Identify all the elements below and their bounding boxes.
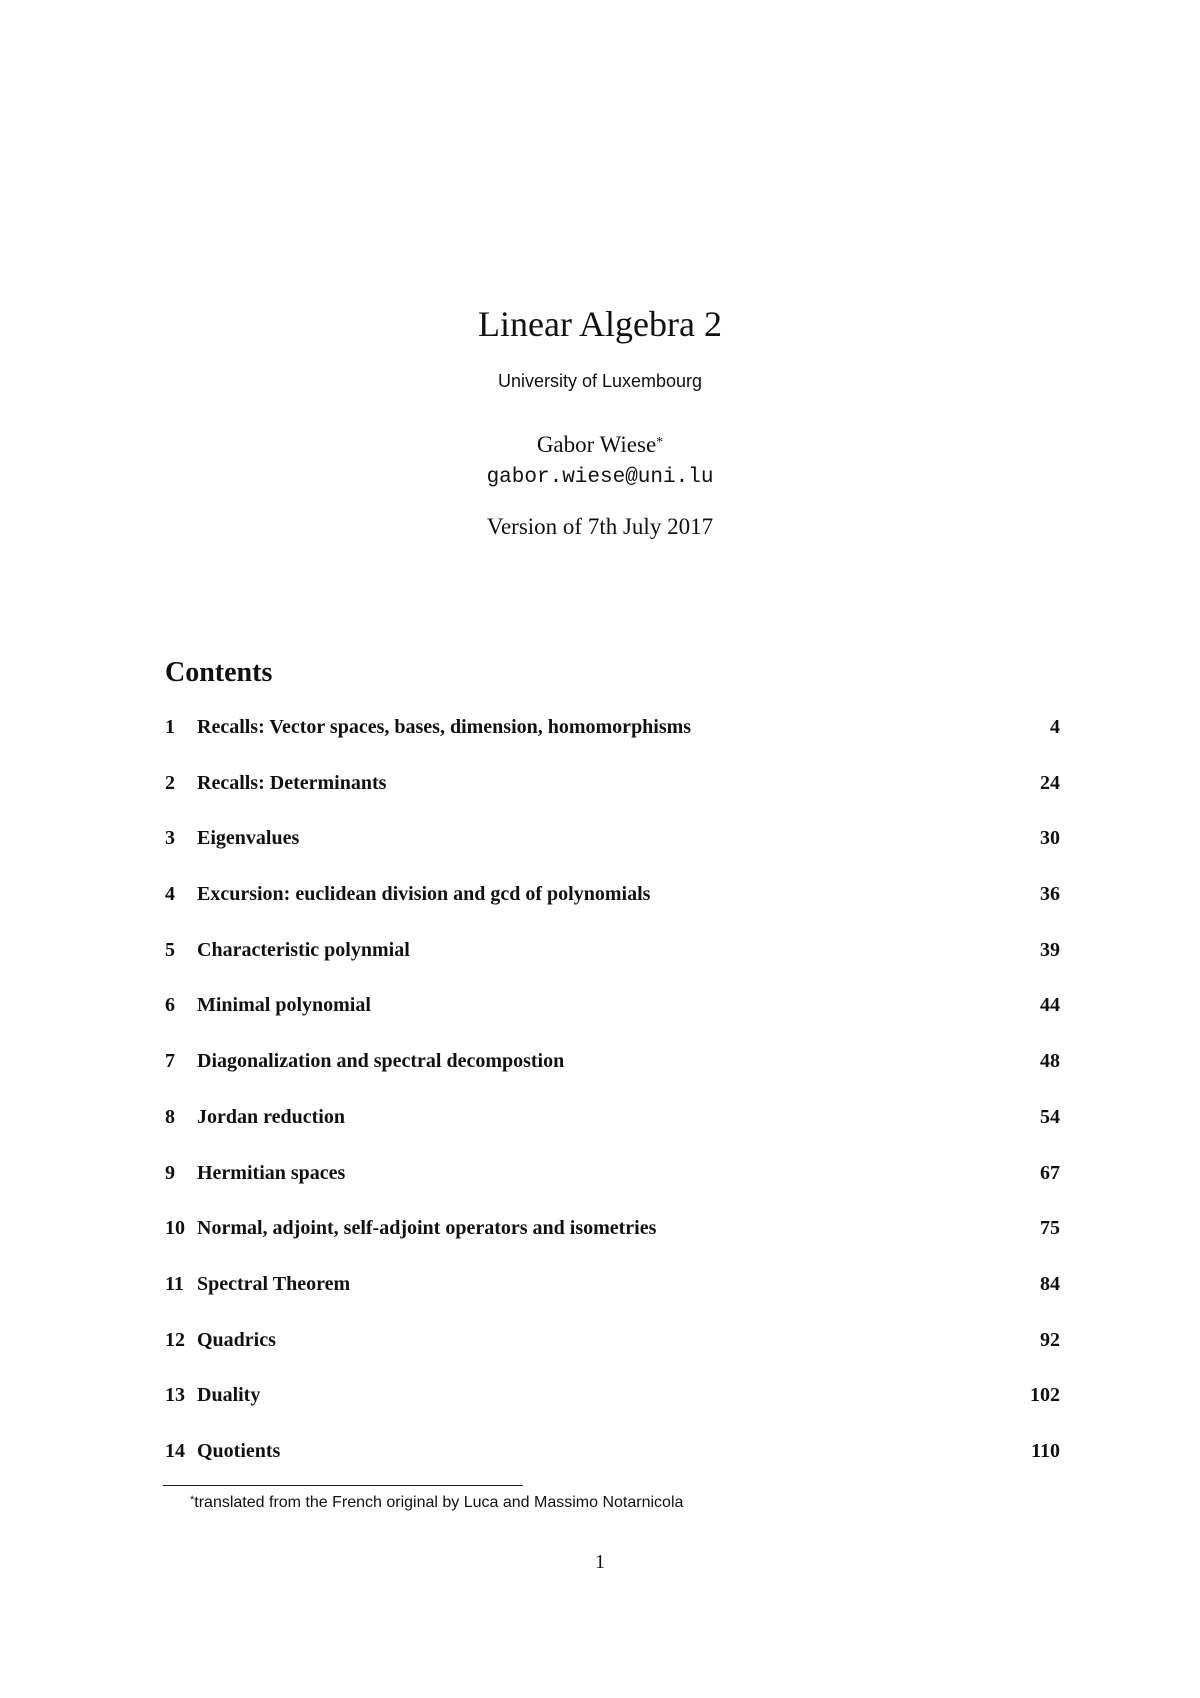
toc-entry-title[interactable]: Excursion: euclidean division and gcd of polynomials bbox=[197, 883, 651, 906]
toc-entry-number: 10 bbox=[165, 1217, 185, 1240]
toc-entry-page[interactable]: 102 bbox=[1030, 1384, 1060, 1407]
toc-entry-page[interactable]: 4 bbox=[1050, 716, 1060, 738]
toc-entry-page[interactable]: 92 bbox=[1040, 1328, 1060, 1351]
contents-heading: Contents bbox=[165, 657, 273, 688]
toc-entry-number: 3 bbox=[165, 827, 175, 850]
author-name: Gabor Wiese bbox=[536, 432, 657, 457]
toc-entry-title[interactable]: Minimal polynomial bbox=[197, 994, 371, 1017]
toc-entry-number: 12 bbox=[165, 1328, 185, 1351]
author-email[interactable]: gabor.wiese@uni.lu bbox=[486, 466, 714, 489]
toc-entry-number: 4 bbox=[165, 883, 175, 906]
table-of-contents bbox=[165, 715, 1060, 1495]
footnote-text: translated from the French original by Luca and Massimo Notarnicola bbox=[194, 1494, 684, 1511]
toc-entry-title[interactable]: Hermitian spaces bbox=[197, 1161, 346, 1184]
toc-entry[interactable] bbox=[165, 882, 1060, 938]
author-line bbox=[0, 430, 1200, 460]
toc-entry-page[interactable]: 48 bbox=[1040, 1050, 1060, 1073]
toc-entry-title[interactable]: Duality bbox=[197, 1384, 261, 1407]
toc-entry-number: 8 bbox=[165, 1105, 175, 1128]
toc-entry[interactable] bbox=[165, 1328, 1060, 1384]
toc-entry-title[interactable]: Quotients bbox=[197, 1439, 281, 1462]
toc-entry-page[interactable]: 39 bbox=[1040, 938, 1060, 961]
toc-entry[interactable] bbox=[165, 1439, 1060, 1495]
toc-entry-page[interactable]: 36 bbox=[1040, 883, 1060, 906]
toc-entry[interactable] bbox=[165, 1216, 1060, 1272]
toc-entry-page[interactable]: 75 bbox=[1040, 1217, 1060, 1240]
toc-entry-title[interactable]: Spectral Theorem bbox=[197, 1272, 351, 1295]
page-number: 1 bbox=[595, 1551, 605, 1573]
toc-entry-number: 6 bbox=[165, 994, 175, 1017]
toc-entry-title[interactable]: Characteristic polynmial bbox=[197, 938, 410, 961]
footnote-mark: * bbox=[190, 1494, 195, 1506]
toc-entry-title[interactable]: Recalls: Vector spaces, bases, dimension, homomorphisms bbox=[197, 716, 692, 738]
footnote bbox=[190, 1492, 683, 1514]
toc-entry-title[interactable]: Recalls: Determinants bbox=[197, 771, 387, 794]
toc-entry[interactable] bbox=[165, 826, 1060, 882]
toc-entry[interactable] bbox=[165, 1105, 1060, 1161]
toc-entry-page[interactable]: 24 bbox=[1040, 771, 1060, 794]
toc-entry-title[interactable]: Quadrics bbox=[197, 1328, 276, 1351]
toc-entry-number: 2 bbox=[165, 771, 175, 794]
version-date: Version of 7th July 2017 bbox=[486, 514, 714, 539]
toc-entry-number: 5 bbox=[165, 938, 175, 961]
toc-entry[interactable] bbox=[165, 1272, 1060, 1328]
toc-entry-page[interactable]: 67 bbox=[1040, 1161, 1060, 1184]
toc-entry-title[interactable]: Jordan reduction bbox=[197, 1105, 345, 1128]
toc-entry[interactable] bbox=[165, 771, 1060, 827]
toc-entry-page[interactable]: 44 bbox=[1040, 994, 1060, 1017]
document-title: Linear Algebra 2 bbox=[478, 304, 722, 344]
toc-entry-number: 14 bbox=[165, 1439, 185, 1462]
toc-entry[interactable] bbox=[165, 938, 1060, 994]
toc-entry-number: 1 bbox=[165, 716, 175, 738]
toc-entry-number: 13 bbox=[165, 1384, 185, 1407]
toc-entry[interactable] bbox=[165, 1049, 1060, 1105]
toc-entry-page[interactable]: 110 bbox=[1031, 1439, 1060, 1462]
toc-entry-page[interactable]: 84 bbox=[1040, 1272, 1060, 1295]
toc-entry-title[interactable]: Normal, adjoint, self-adjoint operators and isometries bbox=[197, 1217, 657, 1240]
toc-entry-title[interactable]: Eigenvalues bbox=[197, 827, 300, 850]
toc-entry-number: 11 bbox=[165, 1272, 184, 1295]
toc-entry[interactable] bbox=[165, 715, 1060, 771]
toc-entry[interactable] bbox=[165, 1161, 1060, 1217]
toc-entry-number: 9 bbox=[165, 1161, 175, 1184]
footnote-rule bbox=[163, 1485, 523, 1486]
toc-entry[interactable] bbox=[165, 1383, 1060, 1439]
author-footnote-mark: * bbox=[656, 435, 664, 450]
toc-entry-title[interactable]: Diagonalization and spectral decompostion bbox=[197, 1050, 565, 1073]
affiliation: University of Luxembourg bbox=[497, 371, 703, 391]
toc-entry[interactable] bbox=[165, 993, 1060, 1049]
toc-entry-number: 7 bbox=[165, 1050, 175, 1073]
toc-entry-page[interactable]: 54 bbox=[1040, 1105, 1060, 1128]
toc-entry-page[interactable]: 30 bbox=[1040, 827, 1060, 850]
